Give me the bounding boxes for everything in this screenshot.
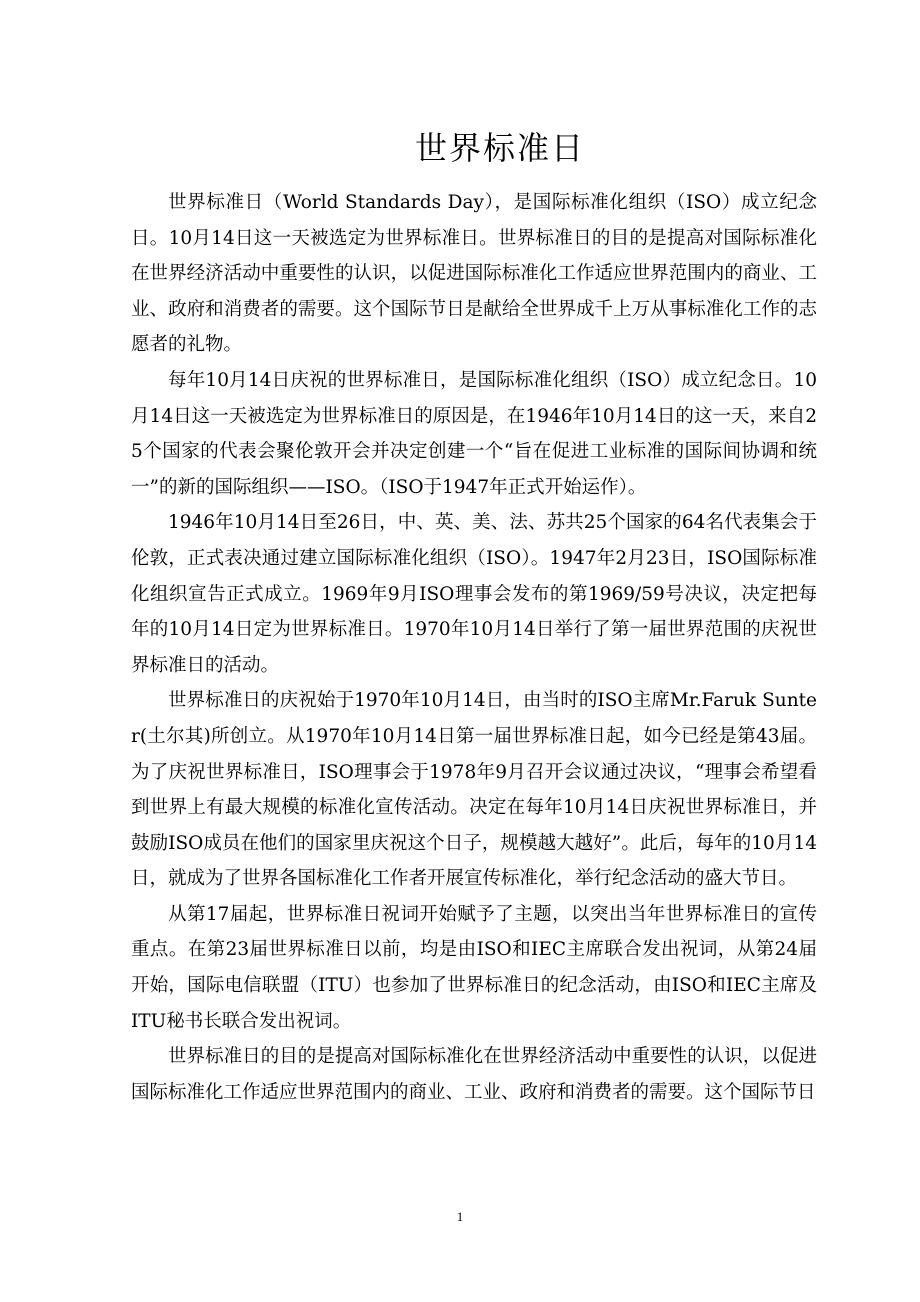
paragraph-2: 每年10月14日庆祝的世界标准日，是国际标准化组织（ISO）成立纪念日。10月14日这一天被选定为世界标准日的原因是，在1946年10月14日的这一天，来自25个国家的代表会聚伦敦开会并决定创建一个“旨在促进工业标准的国际间协调和统一”的新的国际组织——ISO。（ISO于1947年正式开始运作）。 <box>131 369 817 498</box>
paragraph-6: 世界标准日的目的是提高对国际标准化在世界经济活动中重要性的认识，以促进国际标准化工作适应世界范围内的商业、工业、政府和消费者的需要。这个国际节日 <box>131 1046 817 1103</box>
document-title: 世界标准日 <box>414 129 585 167</box>
page-number: 1 <box>456 1209 464 1224</box>
paragraph-4: 世界标准日的庆祝始于1970年10月14日，由当时的ISO主席Mr.Faruk Sunter(土尔其)所创立。从1970年10月14日第一届世界标准日起，如今已经是第43届。为了庆祝世界标准日，ISO理事会于1978年9月召开会议通过决议，“理事会希望看到世界上有最大规模的标准化宣传活动。决定在每年10月14日庆祝世界标准日，并鼓励ISO成员在他们的国家里庆祝这个日子，规模越大越好”。此后，每年的10月14日，就成为了世界各国标准化工作者开展宣传标准化，举行纪念活动的盛大节日。 <box>131 690 817 890</box>
paragraph-5: 从第17届起，世界标准日祝词开始赋予了主题，以突出当年世界标准日的宣传重点。在第23届世界标准日以前，均是由ISO和IEC主席联合发出祝词，从第24届开始，国际电信联盟（ITU）也参加了世界标准日的纪念活动，由ISO和IEC主席及ITU秘书长联合发出祝词。 <box>131 903 817 1032</box>
paragraph-3: 1946年10月14日至26日，中、英、美、法、苏共25个国家的64名代表集会于伦敦，正式表决通过建立国际标准化组织（ISO）。1947年2月23日，ISO国际标准化组织宣告正式成立。1969年9月ISO理事会发布的第1969/59号决议，决定把每年的10月14日定为世界标准日。1970年10月14日举行了第一届世界范围的庆祝世界标准日的活动。 <box>131 512 817 676</box>
document-body <box>131 185 817 1110</box>
paragraph-1: 世界标准日（World Standards Day），是国际标准化组织（ISO）成立纪念日。10月14日这一天被选定为世界标准日。世界标准日的目的是提高对国际标准化在世界经济活动中重要性的认识，以促进国际标准化工作适应世界范围内的商业、工业、政府和消费者的需要。这个国际节日是献给全世界成千上万从事标准化工作的志愿者的礼物。 <box>131 192 817 356</box>
